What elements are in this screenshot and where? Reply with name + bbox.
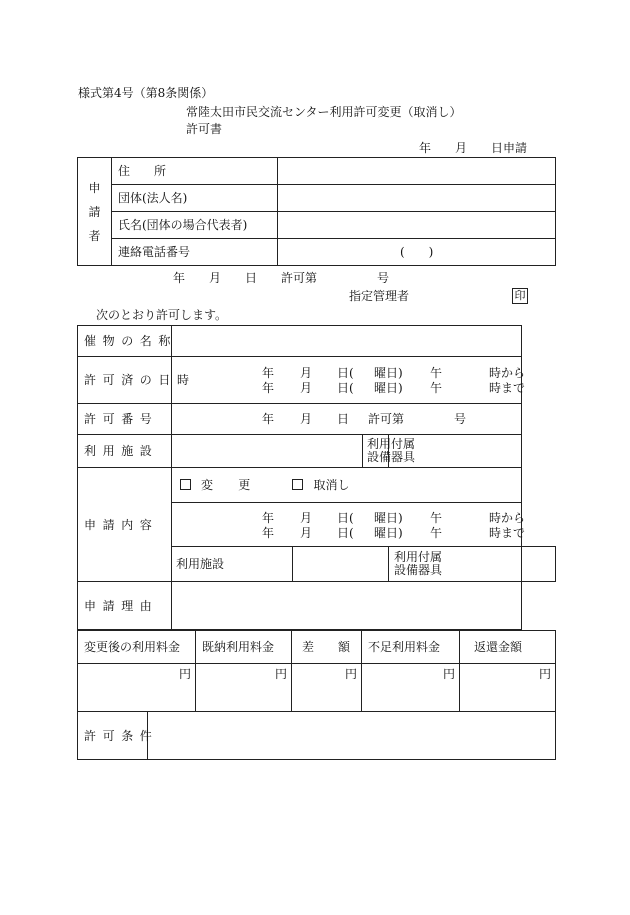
- fee-shortage-field[interactable]: 円: [362, 664, 460, 712]
- document-title: 常陸太田市民交流センター利用許可変更（取消し）: [186, 105, 462, 119]
- org-label: 団体(法人名): [112, 185, 278, 212]
- facility-field[interactable]: [172, 435, 363, 468]
- reason-field[interactable]: [172, 582, 521, 630]
- applicant-label: 申 請 者: [78, 158, 112, 266]
- facility-small-label: 利用施設: [172, 547, 293, 582]
- fee-header-diff: 差 額: [292, 631, 362, 664]
- intro-text: 次のとおり許可します。: [96, 308, 228, 322]
- event-name-field[interactable]: [172, 326, 521, 357]
- conditions-label: 許可条件: [78, 712, 148, 760]
- permit-datetime-label: 許可済の日時: [78, 357, 172, 404]
- fee-header-paid: 既納利用料金: [196, 631, 292, 664]
- facility-small-field[interactable]: [293, 547, 389, 582]
- fee-table: [77, 630, 556, 712]
- cancel-checkbox[interactable]: [292, 479, 303, 490]
- fee-new-field[interactable]: 円: [78, 664, 196, 712]
- fee-header-new: 変更後の利用料金: [78, 631, 196, 664]
- apply-date: 年 月 日申請: [419, 141, 528, 155]
- permit-table: [77, 325, 556, 630]
- conditions-table: [77, 711, 556, 760]
- permit-number-field[interactable]: 年 月 日 許可第 号: [172, 404, 521, 435]
- change-label: 変 更: [201, 478, 257, 492]
- seal-mark: 印: [512, 288, 528, 304]
- permit-number-label: 許可番号: [78, 404, 172, 435]
- application-content-label: 申請内容: [78, 468, 172, 582]
- conditions-field[interactable]: [148, 712, 556, 760]
- event-name-label: 催物の名称: [78, 326, 172, 357]
- address-label: 住 所: [112, 158, 278, 185]
- change-datetime-field[interactable]: 年 月 日( 曜日) 午 時から 年 月 日( 曜日) 午 時まで: [172, 503, 521, 547]
- change-checkbox[interactable]: [180, 479, 191, 490]
- fee-header-refund: 返還金額: [460, 631, 556, 664]
- permit-datetime-field[interactable]: 年 月 日( 曜日) 午 時から 年 月 日( 曜日) 午 時まで: [172, 357, 521, 404]
- permit-date-line: 年 月 日 許可第 号: [173, 271, 390, 285]
- fee-paid-field[interactable]: 円: [196, 664, 292, 712]
- name-label: 氏名(団体の場合代表者): [112, 212, 278, 239]
- facility-label: 利用施設: [78, 435, 172, 468]
- change-cancel-options: [172, 468, 521, 503]
- applicant-table: [77, 157, 556, 266]
- equipment-small-label: 利用付属 設備器具: [389, 547, 521, 582]
- phone-field[interactable]: ( ): [278, 239, 556, 266]
- cancel-label: 取消し: [313, 478, 350, 492]
- phone-label: 連絡電話番号: [112, 239, 278, 266]
- org-field[interactable]: [278, 185, 556, 212]
- fee-diff-field[interactable]: 円: [292, 664, 362, 712]
- reason-label: 申請理由: [78, 582, 172, 630]
- address-field[interactable]: [278, 158, 556, 185]
- form-number: 様式第4号（第8条関係）: [78, 86, 214, 100]
- document-title-sub: 許可書: [186, 122, 223, 136]
- equipment-label: 利用付属 設備器具: [363, 435, 389, 468]
- manager-label: 指定管理者: [349, 289, 410, 303]
- fee-header-shortage: 不足利用料金: [362, 631, 460, 664]
- name-field[interactable]: [278, 212, 556, 239]
- fee-refund-field[interactable]: 円: [460, 664, 556, 712]
- equipment-small-field[interactable]: [521, 547, 556, 582]
